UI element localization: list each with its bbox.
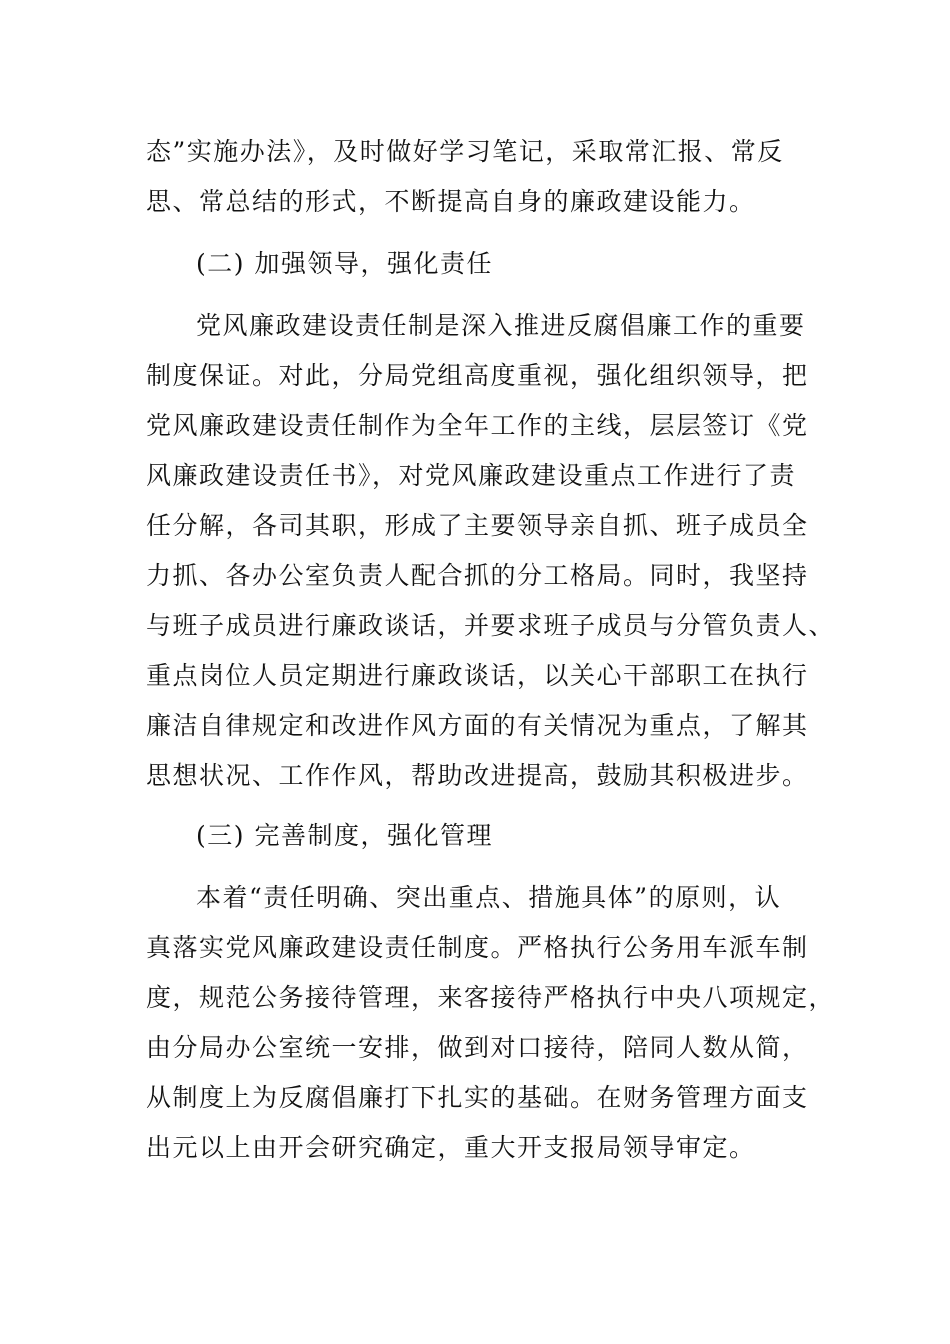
text-line: 制度保证。对此，分局党组高度重视，强化组织领导，把 — [146, 361, 809, 390]
text-line: 出元以上由开会研究确定，重大开支报局领导审定。 — [146, 1133, 756, 1162]
text-line: 重点岗位人员定期进行廉政谈话，以关心干部职工在执行 — [146, 661, 809, 690]
text-line: 廉洁自律规定和改进作风方面的有关情况为重点，了解其 — [146, 711, 809, 740]
text-line: 党风廉政建设责任制作为全年工作的主线，层层签订《党 — [146, 411, 809, 440]
text-line: 由分局办公室统一安排，做到对口接待，陪同人数从简， — [146, 1033, 809, 1062]
text-line: 任分解，各司其职，形成了主要领导亲自抓、班子成员全 — [146, 511, 809, 540]
section-heading: (二) 加强领导，强化责任 — [196, 249, 493, 278]
text-line: 真落实党风廉政建设责任制度。严格执行公务用车派车制 — [146, 933, 809, 962]
section-heading: (三) 完善制度，强化管理 — [196, 821, 493, 850]
text-line: 党风廉政建设责任制是深入推进反腐倡廉工作的重要 — [196, 311, 806, 340]
text-line: 从制度上为反腐倡廉打下扎实的基础。在财务管理方面支 — [146, 1083, 809, 1112]
text-line: 思想状况、工作作风，帮助改进提高，鼓励其积极进步。 — [146, 761, 809, 790]
text-line: 思、常总结的形式，不断提高自身的廉政建设能力。 — [146, 187, 756, 216]
text-line: 与班子成员进行廉政谈话，并要求班子成员与分管负责人、 — [146, 611, 836, 640]
text-line: 度，规范公务接待管理，来客接待严格执行中央八项规定， — [146, 983, 836, 1012]
text-line: 本着“责任明确、突出重点、措施具体”的原则，认 — [196, 883, 782, 912]
text-line: 力抓、各办公室负责人配合抓的分工格局。同时，我坚持 — [146, 561, 809, 590]
text-line: 风廉政建设责任书》，对党风廉政建设重点工作进行了责 — [146, 461, 797, 490]
text-line: 态”实施办法》，及时做好学习笔记，采取常汇报、常反 — [146, 137, 784, 166]
